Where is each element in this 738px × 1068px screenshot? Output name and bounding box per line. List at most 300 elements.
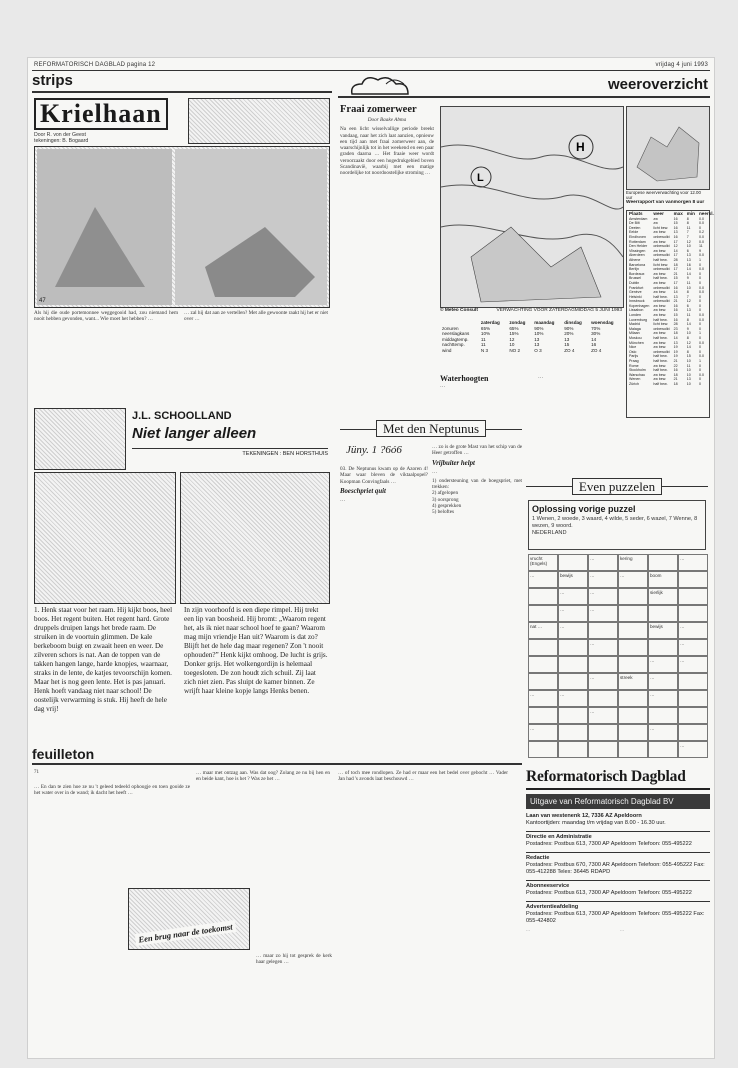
forecast-cell: 90% [564, 325, 574, 331]
city-cell: 14 [686, 267, 691, 272]
forecast-cell: 65% [509, 325, 519, 331]
feuilleton-text-col1: … En dan te zien hoe ze nu 't geleed tedeeld ophoogje en toen gooide ze het water over in de wand; ik dacht het heeft … [34, 784, 190, 797]
city-cell: 11 [686, 225, 691, 230]
forecast-day-header: woensdag [591, 320, 614, 325]
city-cell: 0 [698, 225, 701, 230]
puzzle-cell: vrucht (Engels) [528, 554, 558, 571]
city-cell: zw bew. [653, 271, 667, 276]
city-cell: 13 [686, 253, 691, 258]
puzzle-cell: … [588, 605, 618, 622]
city-cell: 16 [673, 285, 678, 290]
city-cell: Rome [629, 363, 639, 368]
waterhoogten-block: Waterhoogten … [440, 374, 534, 414]
puzzle-cell [558, 673, 588, 690]
city-cell: 14 [673, 336, 678, 341]
city-cell: De Bilt [629, 221, 640, 226]
city-cell: Eindhoven [629, 234, 646, 239]
city-cell: 21 [673, 299, 678, 304]
city-cell: 17 [673, 267, 678, 272]
city-cell: Barcelona [629, 262, 646, 267]
city-weather-table [627, 211, 716, 387]
rd-publisher-bar: Uitgave van Reformatorisch Dagblad BV [526, 794, 710, 809]
city-cell: 21 [673, 359, 678, 363]
city-cell: 19 [673, 354, 678, 359]
city-cell: 14 [686, 271, 691, 276]
forecast-table-block [440, 320, 622, 370]
city-cell: 0 [698, 349, 701, 354]
city-cell: 7 [686, 230, 689, 235]
city-cell: 9 [698, 248, 701, 253]
city-cell: zw bew. [653, 248, 667, 253]
city-cell: 11 [698, 244, 703, 249]
puzzle-cell: … [588, 673, 618, 690]
city-cell: half bew. [653, 354, 668, 359]
city-cell: Praag [629, 359, 639, 363]
city-cell: half bew. [653, 257, 668, 262]
puzzle-cell [588, 741, 618, 758]
city-cell: 17 [673, 239, 678, 244]
city-cell: Wenen [629, 377, 641, 382]
puzzle-cell: kering [618, 554, 648, 571]
forecast-row-label: neerslagkans [442, 331, 470, 337]
puzzle-cell: … [528, 724, 558, 741]
forecast-cell: 65% [480, 325, 491, 331]
rd-contact-line: Postadres: Postbus 613, 7300 AP Apeldoorn Telefoon: 055-495222 [526, 889, 692, 896]
vrijbuiter-heading: Vrijbuiter helpt [432, 459, 475, 467]
europe-weather-map [626, 106, 710, 190]
city-cell: zw bew. [653, 308, 667, 313]
city-cell: Londen [629, 313, 641, 318]
forecast-cell: 10% [534, 331, 544, 337]
city-cell: 10 [686, 372, 691, 377]
city-cell: 18 [673, 372, 678, 377]
puzzle-cell [588, 622, 618, 639]
forecast-row-label: nachttemp. [442, 342, 465, 348]
city-cell: 15 [673, 313, 678, 318]
forecast-row [440, 348, 622, 354]
puzzle-cell [558, 656, 588, 673]
schoolland-text-right: In zijn voorhoofd is een diepe rimpel. Hij trekt een lip van boosheid. Hij bromt: „Waarom regent het, als ik niet naar school hoef te gaan? Waarom mag mijn vriendje Han uit? Waarom is dat zo? Blijft het de hele dag maar regenen? Zon 't nooit ophouden?” Henk kijkt omhoog. De lucht is grijs. Donker grijs. Het wolkengordijn is helemaal toegesloten. De zon houdt zich schuil. Zij laat zich niet zien. Pas sluipt de kamer binnen. Ze wrijft haar kleine kopje langs Henks benen. [184, 606, 328, 695]
weather-article-title: Fraai zomerweer [340, 104, 417, 115]
rd-contact-block [526, 901, 710, 924]
feuilleton-text-col2: … maar met ontzag aan. Was dat oog? Zolang ze nu bij hen en en beide kant, hoe is het ? Was ze het … [196, 770, 330, 783]
city-cell: 18 [673, 381, 678, 386]
city-cell: 0.0 [698, 354, 704, 359]
city-cell: 16 [673, 303, 678, 308]
neptunus-title: Met den Neptunus [376, 420, 486, 437]
city-cell: Milaan [629, 331, 640, 336]
weather-article [340, 104, 434, 414]
city-cell: 0 [698, 377, 701, 382]
puzzle-cell [588, 690, 618, 707]
puzzle-cell [528, 588, 558, 605]
city-cell: 0 [698, 381, 701, 386]
city-cell: 21 [673, 377, 678, 382]
rd-contact-line: Postadres: Postbus 613, 7300 AP Apeldoorn Telefoon: 055-495222 [526, 840, 692, 847]
city-cell: 0 [698, 345, 701, 350]
city-cell: 0 [698, 368, 701, 373]
neptunus-list-item: 3) oorsprong [432, 496, 459, 503]
rd-contact-block [526, 852, 710, 875]
city-col-header: max [673, 211, 683, 216]
forecast-cell: 90% [534, 325, 544, 331]
feuilleton-section-header [32, 746, 332, 766]
city-cell: 0 [698, 326, 701, 331]
weather-report-title: Weerrapport van vanmorgen 8 uur [626, 200, 705, 205]
rd-contact-heading: Abonneeservice [526, 883, 570, 890]
puzzle-cell [528, 656, 558, 673]
city-cell: 6 [686, 248, 689, 253]
neptunus-col2: … zo is de grote Mast van het schip van de Heer getroffen … Vrijbuiter helpt … 1) ondersteuning van de boegspriet, met trekken: 2) afgelopen 3) oorsprong 4) gesprekken 5) beloftes [432, 444, 522, 516]
krielhaan-comic-panel [34, 146, 330, 308]
city-cell: zw bew. [653, 331, 667, 336]
city-cell: 9 [686, 276, 689, 281]
feuilleton-text-col3: … maar zo hij tot gesprek de kerk haar gelegen … [256, 953, 332, 966]
waterhoogten-title: Waterhoogten [440, 374, 489, 383]
feuilleton-text-col4: … of toch mee rondlopen. Ze had er maar een het bedel over gebocht … Vader Jan had 's avonds laat beschouwd … [338, 770, 508, 783]
forecast-day-header: dinsdag [564, 320, 582, 325]
city-cell: half bew. [653, 317, 668, 322]
puzzle-cell: … [558, 605, 588, 622]
city-cell: Frankfurt [629, 285, 644, 290]
weather-map-drawing [441, 107, 623, 307]
puzzle-cell: streek [618, 673, 648, 690]
schoolland-drawings-credit: TEKENINGEN : BEN HORSTHUIS [242, 451, 328, 457]
schoolland-cat-illustration [34, 408, 126, 470]
puzzle-cell [588, 724, 618, 741]
city-cell: 16 [673, 216, 678, 221]
forecast-cell: ZO 4 [591, 347, 602, 353]
rd-contact-block [526, 831, 710, 847]
forecast-day-header: zaterdag [480, 320, 500, 325]
neptunus-handwriting: Jüny. 1 ?6ó6 [346, 444, 402, 456]
city-cell: 10 [686, 244, 691, 249]
city-cell: 0.0 [698, 285, 704, 290]
city-cell: 7 [686, 234, 689, 239]
city-cell: 16 [686, 262, 691, 267]
city-col-header: neersl. [698, 211, 714, 216]
puzzle-cell: … [618, 571, 648, 588]
puzzle-cell [528, 707, 558, 724]
city-cell: Helsinki [629, 294, 642, 299]
city-cell: 17 [673, 280, 678, 285]
city-cell: zw bew. [653, 340, 667, 345]
city-cell: 14 [673, 290, 678, 295]
weather-section-header [338, 72, 710, 102]
puzzle-grid [528, 554, 708, 758]
weather-map-caption-right: VERWACHTING VOOR ZATERDAGMIDDAG 5 JUNI 1993 [496, 308, 622, 313]
schoolland-panel-room [180, 472, 330, 604]
city-cell: Parijs [629, 354, 638, 359]
city-cell: Lissabon [629, 308, 644, 313]
city-cell: 12 [686, 340, 691, 345]
city-cell: 0 [698, 271, 701, 276]
city-cell: 23 [673, 326, 678, 331]
city-cell: 0.0 [698, 239, 704, 244]
city-cell: Rotterdam [629, 239, 646, 244]
city-cell: Warschau [629, 372, 646, 377]
rd-masthead: Reformatorisch Dagblad [526, 768, 710, 790]
krielhaan-panel-number: 47 [39, 298, 46, 304]
puzzle-cell: … [678, 656, 708, 673]
forecast-cell: N 3 [480, 347, 489, 353]
krielhaan-title: Krielhaan [34, 98, 168, 130]
puzzle-cell: … [558, 622, 588, 639]
city-cell: 22 [673, 363, 678, 368]
neptunus-list-item: 5) beloftes [432, 509, 455, 516]
city-col-header: Plaats [629, 211, 643, 216]
city-cell: 16 [673, 368, 678, 373]
forecast-cell: ZO 4 [564, 347, 575, 353]
forecast-cell: 11 [480, 336, 486, 342]
city-cell: 8 [686, 336, 689, 341]
city-cell: 0.0 [698, 234, 704, 239]
city-cell: Athene [629, 257, 641, 262]
city-cell: Aberdeen [629, 253, 645, 258]
city-cell: 12 [686, 299, 691, 304]
rd-fineprint: … … [526, 927, 624, 933]
city-cell: 0.0 [698, 221, 704, 226]
puzzle-cell: … [528, 571, 558, 588]
city-cell: 15 [686, 354, 691, 359]
forecast-cell: 13 [534, 336, 540, 342]
puzzle-cell: … [588, 588, 618, 605]
forecast-cell: 13 [564, 336, 570, 342]
forecast-cell: 14 [591, 336, 597, 342]
puzzle-cell: bewijs [648, 622, 678, 639]
city-cell: zw bew. [653, 313, 667, 318]
forecast-cell: O 3 [534, 347, 542, 353]
city-cell: 13 [686, 377, 691, 382]
puzzle-cell [558, 554, 588, 571]
rd-address: Laan van westenenk 12, 7336 AZ Apeldoorn [526, 813, 642, 819]
city-cell: 0.0 [698, 253, 704, 258]
city-cell: 0 [698, 276, 701, 281]
puzzle-cell [528, 673, 558, 690]
city-cell: 16 [673, 308, 678, 313]
city-row [627, 382, 716, 387]
city-cell: Stockholm [629, 368, 646, 373]
city-cell: zw bew. [653, 303, 667, 308]
puzzle-cell [618, 622, 648, 639]
city-cell: onbewolkt [653, 299, 670, 304]
puzzle-cell [678, 707, 708, 724]
puzzle-cell [558, 724, 588, 741]
city-cell: Oslo [629, 349, 637, 354]
city-cell: 16 [673, 317, 678, 322]
city-cell: 13 [673, 294, 678, 299]
city-cell: 18 [673, 262, 678, 267]
city-cell: 0 [698, 280, 701, 285]
city-cell: zw bew. [653, 345, 667, 350]
city-cell: licht bew. [653, 322, 669, 327]
rd-contact-block [526, 880, 710, 896]
city-cell: 7 [686, 294, 689, 299]
city-cell: zw [653, 221, 658, 226]
city-cell: 1 [698, 359, 701, 363]
city-cell: Zürich [629, 381, 639, 386]
puzzle-cell: … [648, 690, 678, 707]
city-cell: zw bew. [653, 372, 667, 377]
puzzle-cell [618, 656, 648, 673]
city-cell: 11 [686, 313, 691, 318]
city-cell: Eelde [629, 230, 639, 235]
city-cell: zw bew. [653, 239, 667, 244]
krielhaan-credit-author: Door R. von der Geest [34, 132, 86, 138]
city-cell: half bew. [653, 336, 668, 341]
city-cell: Dublin [629, 280, 640, 285]
city-cell: Amsterdam [629, 216, 648, 221]
neptunus-col1: 03. De Neptunus kwam op de Azoren 4! Maar waar bleven de viktaalpopel? Koopman Convingfaals … Boeschpriet quit … [340, 466, 428, 503]
forecast-cell: 15% [509, 331, 519, 337]
city-cell: 16 [673, 225, 678, 230]
city-weather-table-block [626, 210, 714, 418]
boeschpriet-heading: Boeschpriet quit [340, 487, 386, 495]
puzzle-cell [618, 724, 648, 741]
puzzle-cell [618, 741, 648, 758]
city-cell: Nice [629, 345, 637, 350]
city-cell: 11 [686, 363, 691, 368]
weather-article-byline: Door Baake Abma [367, 117, 407, 123]
europe-map-caption: Europese weerverwachting voor 12.00 uur [626, 190, 701, 200]
puzzle-cell [528, 605, 558, 622]
city-cell: Den Helder [629, 244, 648, 249]
forecast-day-header: maandag [534, 320, 555, 325]
krielhaan-text-right: … zal hij dat aan ze vertellen? Met alle gewoonte raakt hij het er niet over … [184, 310, 328, 323]
feuilleton-title: Een brug naar de toekomst [135, 920, 237, 946]
forecast-cell: 16 [591, 342, 597, 348]
rd-contact-line: Postadres: Postbus 670, 7300 AR Apeldoorn Telefoon: 055-495222 Fax: 055-412288 Telex: 36445 RDAPD [526, 861, 705, 875]
forecast-cell: NO 2 [509, 347, 521, 353]
forecast-cell: 10 [509, 342, 515, 348]
rd-contact-heading: Redactie [526, 855, 550, 862]
city-cell: onbewolkt [653, 244, 670, 249]
city-cell: 10 [686, 285, 691, 290]
forecast-row-label: middagtemp. [442, 336, 469, 342]
city-cell: 1 [698, 331, 701, 336]
city-cell: 16 [673, 234, 678, 239]
puzzle-cell [558, 707, 588, 724]
forecast-cell: 20% [564, 331, 574, 337]
schoolland-title: Niet langer alleen [132, 425, 257, 442]
newspaper-page [28, 58, 714, 1058]
city-cell: 0 [698, 322, 701, 327]
krielhaan-title-block [34, 98, 184, 146]
forecast-cell: 11 [480, 342, 486, 348]
puzzle-cell: … [648, 724, 678, 741]
city-cell: zw bew. [653, 230, 667, 235]
city-cell: Berlijn [629, 267, 639, 272]
city-cell: 0 [698, 294, 701, 299]
city-cell: zw bew. [653, 363, 667, 368]
puzzle-cell [678, 690, 708, 707]
city-cell: half bew. [653, 368, 668, 373]
city-cell: 19 [673, 349, 678, 354]
city-cell: 13 [686, 257, 691, 262]
city-cell: half bew. [653, 381, 668, 386]
rd-colophon [526, 768, 710, 1058]
puzzle-cell: … [678, 741, 708, 758]
city-cell: Vlissingen [629, 248, 646, 253]
city-cell: 10 [686, 331, 691, 336]
city-cell: 6 [686, 303, 689, 308]
city-cell: 12 [673, 244, 678, 249]
forecast-cell: 13 [534, 342, 540, 348]
puzzle-cell [558, 741, 588, 758]
puzzle-cell [618, 707, 648, 724]
city-cell: 0.0 [698, 216, 704, 221]
city-cell: onbewolkt [653, 234, 670, 239]
puzzle-cell [678, 724, 708, 741]
city-cell: Malaga [629, 326, 641, 331]
puzzle-cell: … [648, 673, 678, 690]
city-cell: Deelen [629, 225, 641, 230]
city-cell: half bew. [653, 359, 668, 363]
city-cell: 0 [698, 262, 701, 267]
puzzle-cell [618, 588, 648, 605]
weather-title: weeroverzicht [607, 76, 708, 93]
city-cell: 14 [673, 248, 678, 253]
city-cell: 8 [686, 216, 689, 221]
schoolland-text-left: 1. Henk staat voor het raam. Hij kijkt boos, heel boos. Het regent buiten. Het regent hard. Grote druppels druipen langs het brede raam. De struiken in de voortuin glimmen. De kale berkeboom buigt en zwaait heen en weer. De zilveren schors is nat. Aan de toppen van de takken hangen lange, harde knopjes, waarnaar, straks in de lente, de katjes tevoorschijn komen. Maar het is nog geen lente. Het is pas januari. Henk hoeft vandaag niet naar school! De oostelijk verwarming is stuk. Hij heeft de hele dag vrij! [34, 606, 173, 713]
city-cell: 13 [673, 340, 678, 345]
city-cell: zw [653, 216, 658, 221]
neptunus-list-item: 4) gesprekken [432, 503, 462, 510]
forecast-day-header: zondag [509, 320, 526, 325]
puzzle-cell: … [678, 554, 708, 571]
city-cell: 18 [673, 331, 678, 336]
city-cell: onbewolkt [653, 285, 670, 290]
puzzle-cell [678, 673, 708, 690]
puzzle-cell [648, 707, 678, 724]
puzzle-cell: … [648, 656, 678, 673]
puzzle-cell: … [588, 554, 618, 571]
puzzle-cell: … [678, 622, 708, 639]
puzzle-cell: bewijs [558, 571, 588, 588]
city-cell: Brussel [629, 276, 641, 281]
city-cell: half bew. [653, 294, 668, 299]
city-cell: Bordeaux [629, 271, 645, 276]
city-cell: Madrid [629, 322, 640, 327]
city-cell: 21 [673, 271, 678, 276]
neptunus-list-intro: 1) ondersteuning van de boegspriet, met trekken: [432, 477, 522, 491]
forecast-table [440, 320, 622, 354]
city-cell: 0 [698, 363, 701, 368]
neptunus-header [340, 420, 522, 440]
forecast-cell: 15 [564, 342, 570, 348]
schoolland-author: J.L. SCHOOLLAND [132, 410, 232, 422]
puzzle-solution-box [528, 500, 706, 550]
weather-map-caption: © Meteo Consult [440, 308, 478, 313]
forecast-cell: 70% [591, 325, 601, 331]
city-col-header: weer [653, 211, 664, 216]
city-cell: 0.0 [698, 313, 704, 318]
puzzle-answer: NEDERLAND [532, 529, 567, 536]
city-cell: 0.0 [698, 290, 704, 295]
puzzle-cell [528, 741, 558, 758]
puzzle-cell: … [678, 639, 708, 656]
puzzle-cell [618, 605, 648, 622]
city-cell: zw bew. [653, 290, 667, 295]
city-cell: Luxemburg [629, 317, 647, 322]
puzzle-cell [618, 639, 648, 656]
city-cell: onbewolkt [653, 253, 670, 258]
puzzle-solution-text: 1 Wenen, 2 woede, 3 waard, 4 wilde, 5 seder, 6 wazel, 7 Wenne, 8 wezen, 9 woord. [532, 516, 698, 529]
neptunus-text-b: … zo is de grote Mast van het schip van de Heer getroffen … [432, 444, 522, 457]
city-cell: onbewolkt [653, 349, 670, 354]
city-cell: 0 [698, 299, 701, 304]
schoolland-panel-window [34, 472, 176, 604]
